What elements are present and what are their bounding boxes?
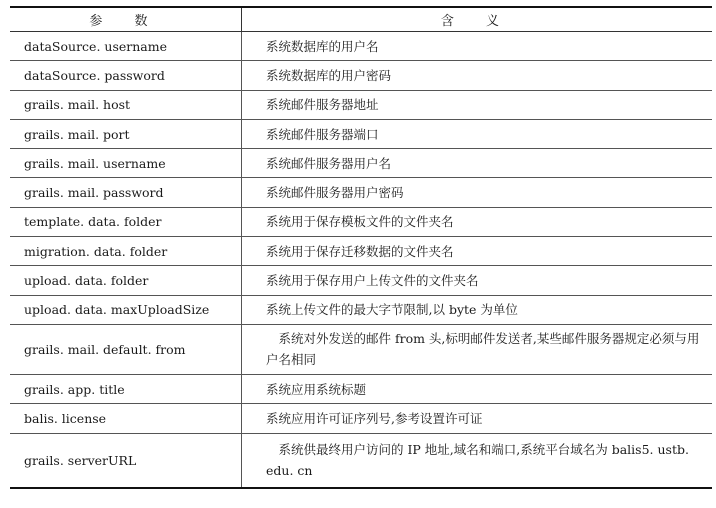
table-header-row <box>10 7 712 32</box>
table-row <box>10 32 712 61</box>
meaning-cell: 系统邮件服务器用户名 <box>242 149 713 178</box>
param-cell: dataSource. password <box>10 61 242 90</box>
param-cell: grails. mail. port <box>10 119 242 148</box>
param-cell: migration. data. folder <box>10 237 242 266</box>
table-row <box>10 178 712 207</box>
param-cell: grails. serverURL <box>10 433 242 488</box>
meaning-cell: 系统用于保存迁移数据的文件夹名 <box>242 237 713 266</box>
param-cell: grails. mail. host <box>10 90 242 119</box>
meaning-cell: 系统对外发送的邮件 from 头,标明邮件发送者,某些邮件服务器规定必须与用户名相同 <box>242 324 713 374</box>
param-cell: grails. app. title <box>10 374 242 403</box>
meaning-cell: 系统供最终用户访问的 IP 地址,域名和端口,系统平台域名为 balis5. ustb. edu. cn <box>242 433 713 488</box>
table-row <box>10 90 712 119</box>
parameter-table <box>10 6 712 489</box>
table-row <box>10 433 712 488</box>
table-row <box>10 61 712 90</box>
meaning-cell: 系统用于保存用户上传文件的文件夹名 <box>242 266 713 295</box>
meaning-cell: 系统上传文件的最大字节限制,以 byte 为单位 <box>242 295 713 324</box>
param-cell: template. data. folder <box>10 207 242 236</box>
param-cell: grails. mail. password <box>10 178 242 207</box>
header-param: 参 数 <box>10 7 242 32</box>
table-row <box>10 266 712 295</box>
meaning-cell: 系统应用系统标题 <box>242 374 713 403</box>
table-row <box>10 149 712 178</box>
param-cell: dataSource. username <box>10 32 242 61</box>
meaning-cell: 系统邮件服务器地址 <box>242 90 713 119</box>
table-row <box>10 374 712 403</box>
param-cell: grails. mail. username <box>10 149 242 178</box>
table-row <box>10 295 712 324</box>
meaning-cell: 系统应用许可证序列号,参考设置许可证 <box>242 404 713 433</box>
meaning-cell: 系统数据库的用户名 <box>242 32 713 61</box>
param-cell: upload. data. maxUploadSize <box>10 295 242 324</box>
table-row <box>10 324 712 374</box>
table-row <box>10 237 712 266</box>
param-cell: balis. license <box>10 404 242 433</box>
table-row <box>10 404 712 433</box>
table-row <box>10 207 712 236</box>
meaning-cell: 系统数据库的用户密码 <box>242 61 713 90</box>
table-row <box>10 119 712 148</box>
param-cell: grails. mail. default. from <box>10 324 242 374</box>
param-cell: upload. data. folder <box>10 266 242 295</box>
header-meaning: 含 义 <box>242 7 713 32</box>
meaning-cell: 系统用于保存模板文件的文件夹名 <box>242 207 713 236</box>
meaning-cell: 系统邮件服务器用户密码 <box>242 178 713 207</box>
meaning-cell: 系统邮件服务器端口 <box>242 119 713 148</box>
